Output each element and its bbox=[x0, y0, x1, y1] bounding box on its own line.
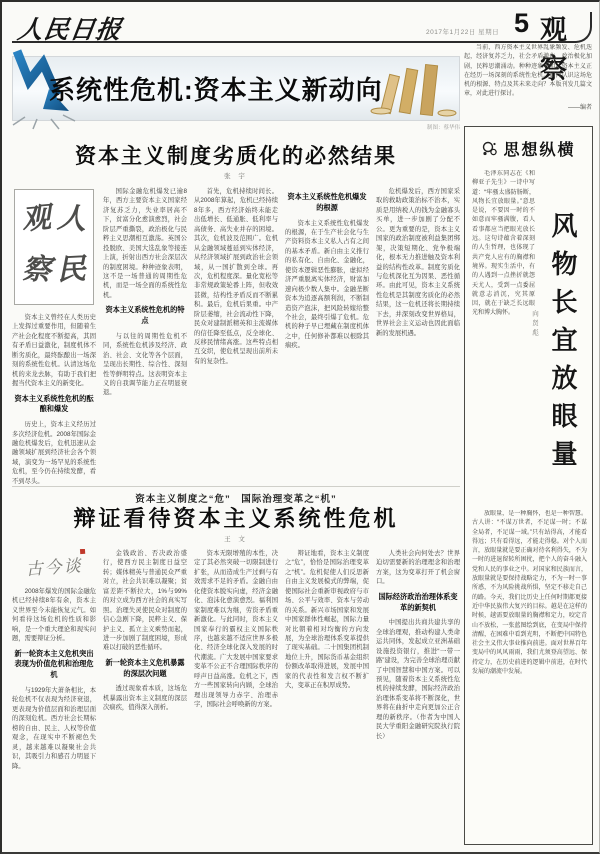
article1-subhead-1: 资本主义系统性危机的酝酿和爆发 bbox=[14, 393, 94, 414]
body-paragraph: 透过现象看本质，这场危机暴露出资本主义制度的深层次痼疾，值得深入剖析。 bbox=[103, 685, 187, 712]
body-paragraph: 中国提出共商共建共享的全球治理观，推动构建人类命运共同体，发起成立亚洲基础设施投资银行，推进“一带一路”建设，为完善全球治理贡献了中国智慧和中国方案。可以预见，随着资本主义系统性危机的持续发酵，国际经济政治治理体系变革将不断深化，世界将在曲折中走向更加公正合理的新秩序。（作者为中国人民大学重阳金融研究院执行院长） bbox=[376, 619, 460, 740]
banner-headline: 系统性危机:资本主义新动向 bbox=[49, 75, 383, 105]
seal-char: 人 bbox=[56, 200, 88, 236]
seal-char: 民 bbox=[55, 251, 87, 287]
article2-column-3 bbox=[194, 549, 278, 846]
section-divider bbox=[12, 486, 460, 487]
article2-subhead-2: 新一轮资本主义危机暴露的深层次问题 bbox=[105, 657, 185, 678]
body-paragraph: 危机爆发后，西方国家采取的救助政策治标不治本，实质是用纳税人的钱为金融寡头买单，进一步加剧了分配不公。更为重要的是，资本主义国家的政治制度被利益集团绑架，决策短期化、党争极端化，根本无力推进触及资本利益的结构性改革。制度劣质化与危机深化互为因果、恶性循环。由此可见，资本主义系统性危机是其制度劣质化的必然结果，这一危机还将长期持续下去，并深刻改变世界格局，世界社会主义运动也因此面临新的发展机遇。 bbox=[376, 188, 460, 337]
body-paragraph: 资本主义曾经在人类历史上发挥过重要作用，但随着生产社会化程度不断提高，其固有矛盾日益激化，制度机体不断劣质化，最终酝酿出一场深刻的系统性危机。认清这场危机的来龙去脉，有助于我们把握当代资本主义的新变化。 bbox=[12, 314, 96, 388]
article1-column-4 bbox=[285, 187, 369, 484]
article1-column-5 bbox=[376, 187, 460, 484]
article2-column-2 bbox=[103, 549, 187, 846]
article2-author: 王 文 bbox=[224, 536, 248, 543]
body-paragraph: 与以往的周期性危机不同，系统性危机涉及经济、政治、社会、文化等各个层面，呈现出长期性、综合性、深刻性等鲜明特点。这表明资本主义的自我调节能力正在明显衰退。 bbox=[103, 332, 187, 397]
gold-coins-graphic bbox=[367, 61, 459, 119]
sidebar-author: 向贤彪 bbox=[531, 310, 538, 339]
body-paragraph: 与1929年大萧条相比，本轮危机不仅表现为经济衰退，更表现为价值层面和治理层面的深刻危机。西方社会长期标榜的自由、民主、人权等价值观念，在现实中不断褪色失灵，越来越难以凝聚社会共识，其吸引力和感召力明显下降。 bbox=[12, 687, 96, 770]
section-name: 观察 bbox=[540, 15, 571, 84]
article2-kicker: 资本主义制度之“危” 国际治理变革之“机” bbox=[135, 494, 337, 505]
article1-author: 张 宇 bbox=[224, 173, 248, 180]
body-paragraph: 历史上，资本主义经历过多次经济危机。2008年国际金融危机爆发后，危机迅速从金融领域扩展到经济社会各个领域，演变为一场罕见的系统性危机，至今仍在持续发酵，看不到尽头。 bbox=[12, 421, 96, 484]
gujintan-text: 古今谈 bbox=[25, 556, 84, 580]
article1-subhead-2: 资本主义系统性危机的特点 bbox=[105, 305, 185, 326]
article1-subhead-3: 资本主义系统性危机爆发的根源 bbox=[287, 192, 367, 212]
article1-column-1 bbox=[12, 187, 96, 484]
body-paragraph: 国际金融危机爆发已逾8年，西方主要资本主义国家经济复苏乏力，失业率居高不下，贫富分化愈演愈烈，社会阶层严重撕裂，政治极化与民粹主义思潮相互激荡。英国公投脱欧、美国大选乱象等接连上演，折射出西方社会深层次的制度困境。种种迹象表明，这不是一场普通的周期性危机，而是一场全面的系统性危机。 bbox=[103, 188, 187, 299]
article2-column-1 bbox=[12, 549, 96, 846]
page-number: 5 bbox=[514, 8, 530, 38]
sidebar-content bbox=[472, 170, 585, 845]
topic-banner bbox=[12, 56, 460, 121]
article1-column-3 bbox=[194, 187, 278, 484]
seal-char: 察 bbox=[21, 251, 53, 287]
sidebar-vertical-title: 风物长宜放眼量 bbox=[548, 212, 578, 478]
people-observe-seal bbox=[14, 189, 94, 305]
body-paragraph: 2008年爆发的国际金融危机已经持续8年有余，资本主义世界至今未能恢复元气。如何看待这场危机的性质和影响，是一个重大理论和现实问题，需要辩证分析。 bbox=[12, 588, 96, 643]
body-paragraph: 辩证地看，资本主义制度之“危”，恰恰是国际治理变革之“机”。危机促使人们反思新自由主义发展模式的弊端，促使国际社会重新审视政府与市场、公平与效率、资本与劳动的关系。新兴市场国家和发展中国家群体性崛起，国际力量对比朝着相对均衡的方向发展，为全球治理体系变革提供了现实基础。二十国集团机制地位上升，国际货币基金组织份额改革取得进展，发展中国家的代表性和发言权不断扩大，变革正在积厚成势。 bbox=[285, 550, 369, 690]
red-seal-icon bbox=[80, 549, 85, 554]
article1-title: 资本主义制度劣质化的必然结果 bbox=[75, 145, 397, 168]
body-paragraph: 人类社会向何处去？世界迫切需要新的治理理念和治理方案，这为变革打开了机会窗口。 bbox=[376, 550, 460, 586]
body-paragraph: 毛泽东同志在《和柳亚子先生》一诗中写道：“牢骚太盛防肠断，风物长宜放眼量。”意思是说，不要因一时的不如意而牢骚满腹，看人看事都应当把眼光放长远。这句诗蕴含着深刻的人生哲理，也体现了共产党人应有的胸襟和境界。现实生活中，有的人遇到一点挫折就怨天尤人，受到一点委屈就意志消沉，究其原因，就在于缺乏长远眼光和博大胸怀。 bbox=[472, 171, 535, 317]
seal-char: 观 bbox=[20, 199, 53, 237]
article2-title: 辩证看待资本主义系统性危机 bbox=[73, 506, 399, 531]
masthead-logo: 人民日报 bbox=[15, 15, 124, 44]
body-paragraph: 资本无限增殖的本性，决定了其必然突破一切限制进行扩张，从而造成生产过剩与有效需求不足的矛盾。金融自由化使资本脱实向虚，经济金融化、泡沫化愈演愈烈。福利国家制度难以为继，劳资矛盾重新激化。与此同时，资本主义国家奉行的霸权主义国际秩序，也越来越不适应世界多极化、经济全球化深入发展的时代潮流。广大发展中国家要求变革不公正不合理国际秩序的呼声日益高涨。危机之下，西方一些国家转向内顾，全球治理出现领导力赤字、治理赤字，国际社会呼唤新的方案。 bbox=[194, 550, 278, 708]
article1-body bbox=[12, 187, 460, 484]
body-paragraph: 资本主义系统性危机爆发的根源，在于生产社会化与生产资料资本主义私人占有之间的基本矛盾。新自由主义推行的私有化、自由化、金融化，使资本逻辑恶性膨胀，虚拟经济严重脱离实体经济，财富加速向极少数人集中。金融垄断资本为追逐高额利润，不断制造资产泡沫，把风险转嫁给整个社会，最终引爆了危机。危机的种子早已埋藏在制度机体之中，任何修补都难以根除其痼疾。 bbox=[285, 219, 369, 350]
sidebar-column-name: 思想纵横 bbox=[503, 142, 576, 159]
article2-body bbox=[12, 549, 460, 846]
date-line: 2017年1月22日 星期日 bbox=[426, 29, 500, 36]
sixiang-zongheng-box bbox=[464, 126, 593, 845]
sidebar-intro-text bbox=[472, 170, 535, 502]
sidebar-body-text bbox=[472, 510, 587, 845]
masthead-rule bbox=[12, 12, 592, 43]
editor-note bbox=[464, 44, 592, 124]
body-paragraph: 金钱政治、否决政治盛行，使西方民主制度日益空转；媒体精英与普通民众严重对立，社会共识难以凝聚；贫富差距不断拉大，1%与99%的对立成为西方社会的真实写照。治理失灵使民众对制度的信心急剧下降，民粹主义、保护主义、孤立主义乘势而起，进一步加剧了制度困境，形成难以打破的恶性循环。 bbox=[103, 550, 187, 652]
article2-subhead-1: 新一轮资本主义危机突出表现为价值危机和治理危机 bbox=[14, 648, 94, 680]
article2-subhead-3: 国际经济政治治理体系变革的新契机 bbox=[378, 591, 458, 612]
article1-column-2 bbox=[103, 187, 187, 484]
ideas-column-icon bbox=[481, 140, 498, 157]
editor-note-text: 当前，西方资本主义世界乱象频发、危机迭起，经济复苏乏力，社会矛盾激化，政治极化加剧，民粹思潮涌动。种种迹象表明，资本主义正在经历一场深刻的系统性危机。如何认识这场危机的根源、特点及其未来走向？本版刊发几篇文章，对此进行探讨。 bbox=[464, 45, 592, 98]
article2-column-4 bbox=[285, 549, 369, 846]
gujintan-label bbox=[17, 551, 91, 581]
body-paragraph: 首先，危机持续时间长。从2008年算起，危机已经持续8年多，西方经济始终未能走出低增长、低通胀、低利率与高债务、高失业并存的困境。其次，危机波及范围广。危机从金融领域蔓延到实体经济，从经济领域扩展到政治社会领域，从一国扩散到全球。再次，危机程度深。量化宽松等非常规政策轮番上阵，但收效甚微，结构性矛盾反而不断累积。最后，危机后果重。中产阶层萎缩，社会流动性下降，民众对建制派精英和主流媒体的信任降至低点，反全球化、反移民情绪高涨。这些特点相互交织，使危机呈现出前所未有的复杂性。 bbox=[194, 188, 278, 365]
body-paragraph: 放眼量，是一种胸怀，也是一种智慧。古人讲：“不谋万世者，不足谋一时；不谋全局者，不足谋一域。”只有站得高，才能看得远；只有看得远，才能走得稳。对个人而言，放眼量就是要正确对待名利得失，不为一时的进退留转所困扰，把个人的奋斗融入党和人民的事业之中。对国家和民族而言，放眼量就是要保持战略定力，不为一时一事所惑，不为风险挑战所惧，坚定不移走自己的路。今天，我们比历史上任何时期都更接近中华民族伟大复兴的目标。越是在这样的时候，越需要放眼量的胸襟和定力，咬定青山不放松，一张蓝图绘到底，在变局中保持清醒，在困难中看到光明，不断把中国特色社会主义伟大事业推向前进。面对世界百年变局中的风风雨雨，我们尤须登高望远、保持定力，在历史前进的逻辑中前进，在时代发展的潮流中发展。 bbox=[472, 511, 587, 676]
article2-column-5 bbox=[376, 549, 460, 846]
sidebar-header bbox=[472, 137, 585, 160]
banner-credit: 制图：蔡华伟 bbox=[426, 125, 460, 131]
editor-note-signoff: ——编者 bbox=[567, 104, 592, 111]
